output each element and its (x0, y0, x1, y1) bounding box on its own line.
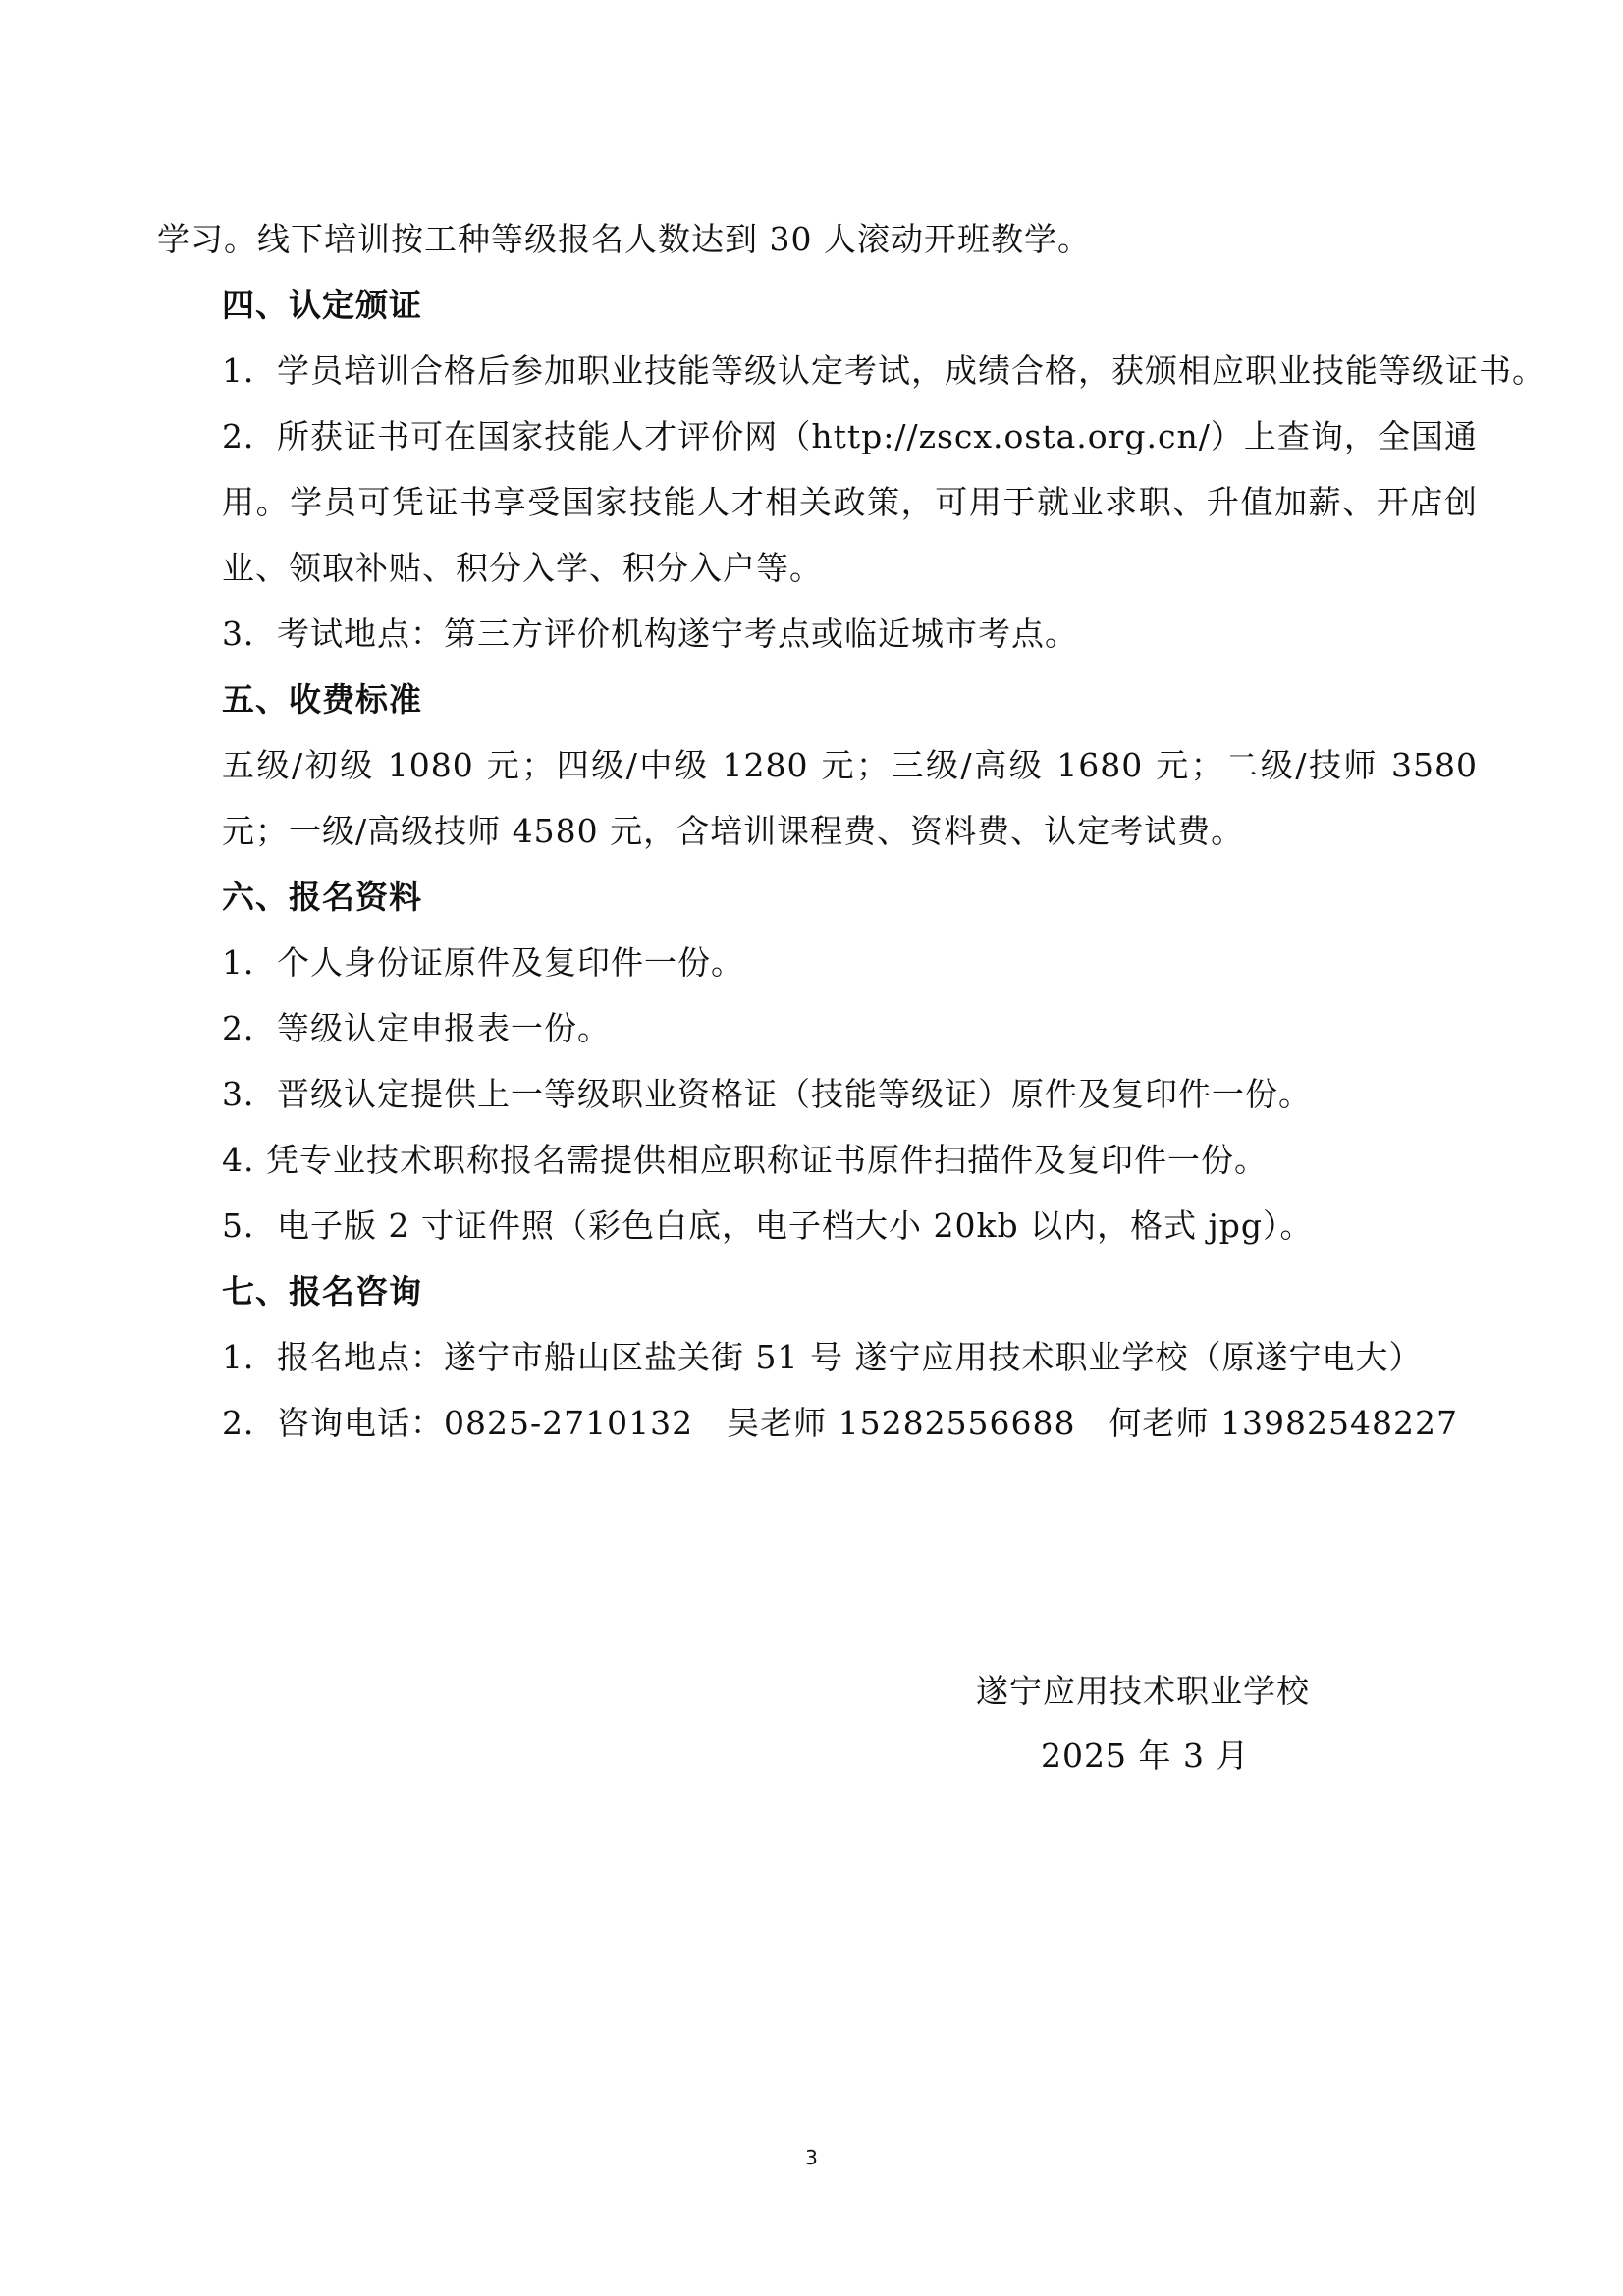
fees-paragraph: 五级/初级 1080 元；四级/中级 1280 元；三级/高级 1680 元；二级/技师 3580 元；一级/高级技师 4580 元，含培训课程费、资料费、认定考试费。 (222, 746, 1478, 850)
materials-item-2: 2．等级认定申报表一份。 (222, 1009, 611, 1047)
materials-item-3: 3．晋级认定提供上一等级职业资格证（技能等级证）原件及复印件一份。 (222, 1075, 1312, 1113)
materials-item-5: 5．电子版 2 寸证件照（彩色白底，电子档大小 20kb 以内，格式 jpg）。 (222, 1206, 1314, 1245)
page-number: 3 (805, 2146, 818, 2169)
section-heading-certification: 四、认定颁证 (222, 286, 422, 324)
certification-item-1: 1．学员培训合格后参加职业技能等级认定考试，成绩合格，获颁相应职业技能等级证书。 (222, 351, 1545, 390)
inquiry-item-2: 2．咨询电话：0825-2710132 吴老师 15282556688 何老师 13982548227 (222, 1404, 1458, 1442)
section-heading-inquiry: 七、报名咨询 (222, 1272, 422, 1310)
inquiry-item-1: 1．报名地点：遂宁市船山区盐关街 51 号 遂宁应用技术职业学校（原遂宁电大） (222, 1338, 1423, 1376)
section-heading-materials: 六、报名资料 (222, 878, 422, 916)
section-heading-fees: 五、收费标准 (222, 680, 422, 719)
certification-item-3: 3．考试地点：第三方评价机构遂宁考点或临近城市考点。 (222, 614, 1078, 653)
materials-item-4: 4. 凭专业技术职称报名需提供相应职称证书原件扫描件及复印件一份。 (222, 1141, 1268, 1179)
document-body (157, 206, 1545, 1456)
materials-item-1: 1．个人身份证原件及复印件一份。 (222, 943, 744, 982)
signature-organization: 遂宁应用技术职业学校 (976, 1672, 1310, 1710)
certification-item-2: 2．所获证书可在国家技能人才评价网（http://zscx.osta.org.cn/）上查询，全国通用。学员可凭证书享受国家技能人才相关政策，可用于就业求职、升值加薪、开店创业、领取补贴、积分入学、积分入户等。 (222, 417, 1478, 587)
signature-block (972, 1659, 1365, 1789)
signature-date: 2025 年 3 月 (1041, 1736, 1250, 1775)
paragraph-continuation: 学习。线下培训按工种等级报名人数达到 30 人滚动开班教学。 (157, 220, 1091, 258)
